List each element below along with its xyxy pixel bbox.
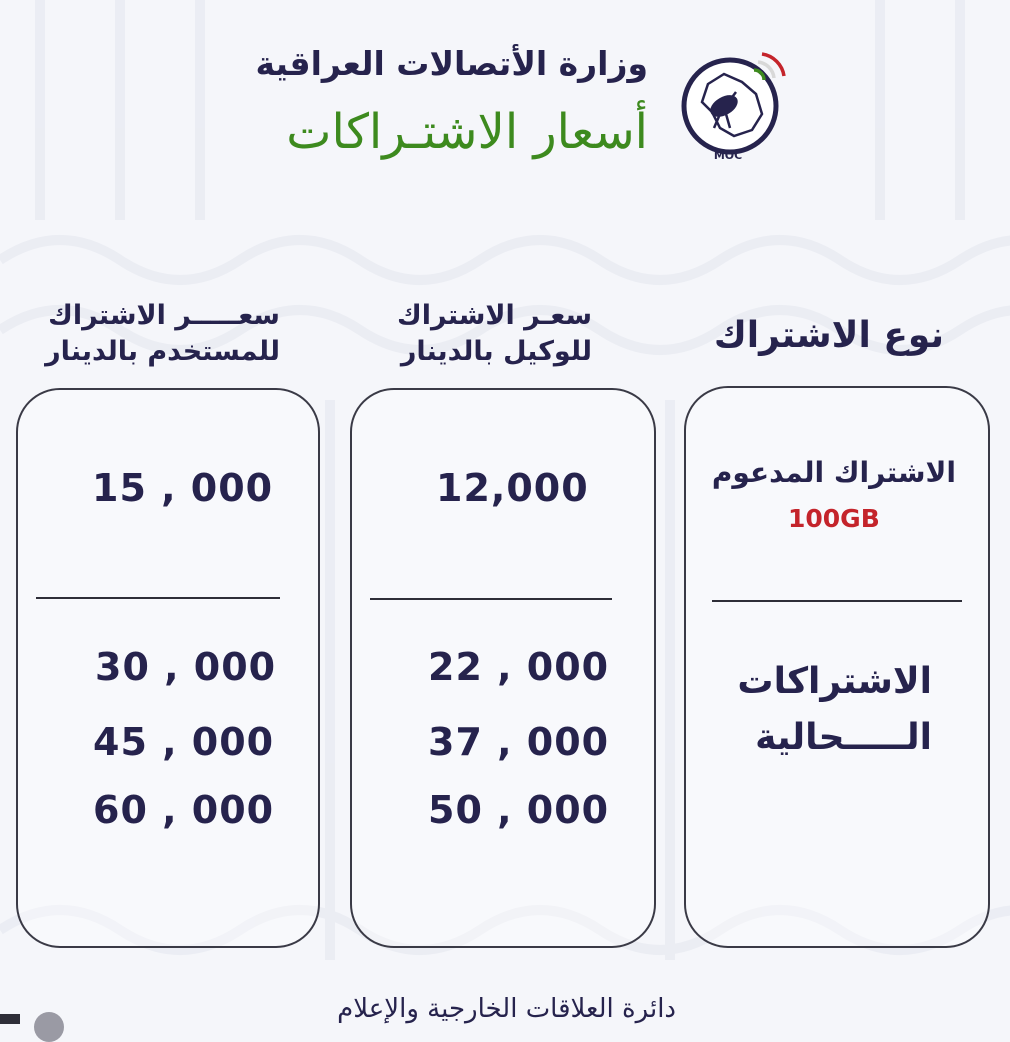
current-plans-name-line-1: الاشتراكات	[737, 661, 932, 702]
supported-plan-capacity: 100GB	[788, 504, 880, 533]
supported-agent-price: 12,000	[436, 466, 589, 510]
current-plans-name	[692, 654, 932, 766]
footer-department: دائرة العلاقات الخارجية والإعلام	[337, 994, 676, 1024]
user-price-heading-line-2: للمستخدم بالدينار	[45, 336, 280, 367]
user-price-heading-line-1: سعـــــر الاشتراك	[48, 300, 280, 331]
corner-mark	[0, 1014, 20, 1024]
agent-price-divider	[370, 598, 612, 600]
current-agent-price: 50 , 000	[428, 788, 610, 832]
agent-price-heading	[362, 298, 592, 370]
user-price-heading	[30, 298, 280, 370]
logo-text: MOC	[713, 149, 743, 162]
corner-circle-icon	[34, 1012, 64, 1042]
ministry-name: وزارة الأتصالات العراقية	[255, 44, 648, 83]
user-price-divider	[36, 597, 280, 599]
current-user-price: 30 , 000	[95, 645, 277, 689]
page-title: أسعار الاشتـراكات	[286, 104, 648, 160]
current-agent-price: 22 , 000	[428, 645, 610, 689]
current-plans-name-line-2: الـــــحالية	[755, 717, 932, 758]
supported-plan-name: الاشتراك المدعوم	[711, 456, 956, 489]
agent-price-heading-line-1: سعـر الاشتراك	[397, 300, 592, 331]
current-agent-price: 37 , 000	[428, 720, 610, 764]
subscription-type-heading: نوع الاشتراك	[713, 315, 944, 356]
current-user-price: 60 , 000	[93, 788, 275, 832]
supported-user-price: 15 , 000	[92, 466, 274, 510]
moc-logo-icon	[672, 44, 794, 166]
subscription-type-divider	[712, 600, 962, 602]
agent-price-heading-line-2: للوكيل بالدينار	[400, 336, 592, 367]
current-user-price: 45 , 000	[93, 720, 275, 764]
